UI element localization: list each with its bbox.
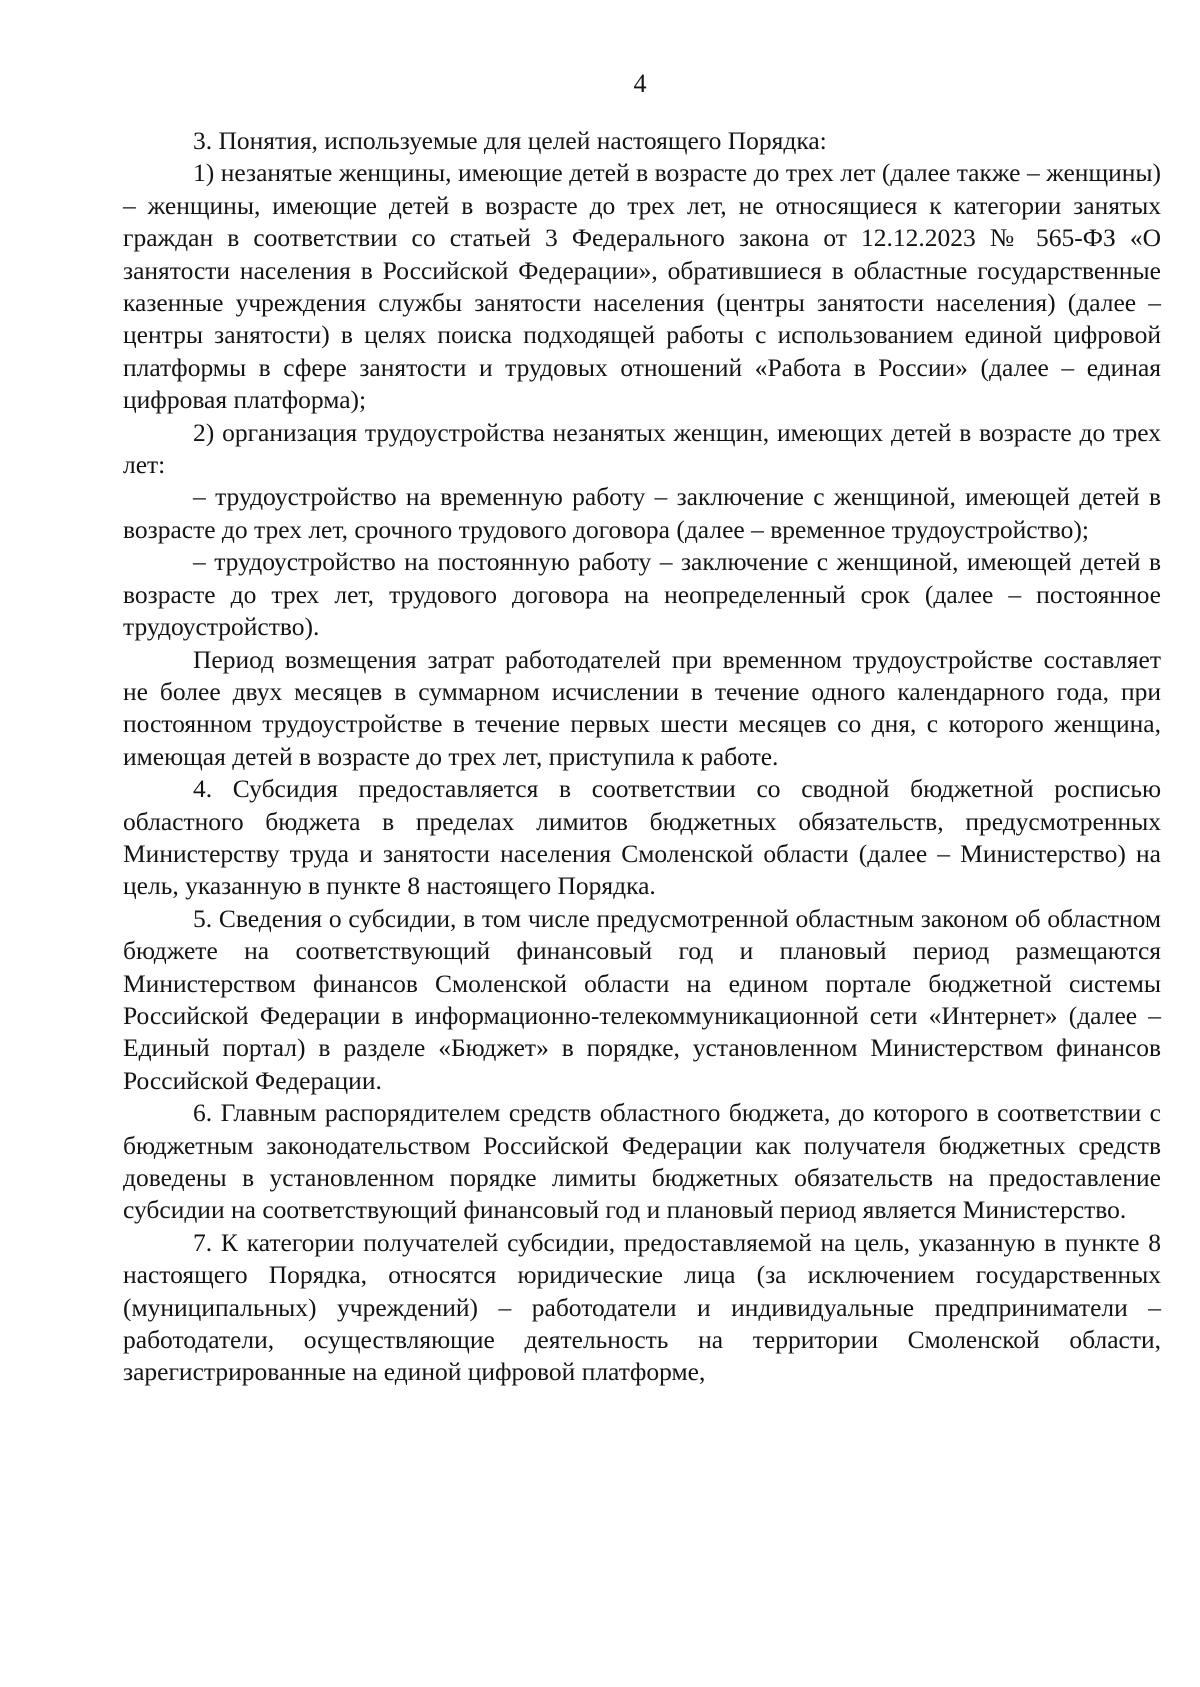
paragraph-5: 5. Сведения о субсидии, в том числе предусмотренной областным законом об областном бюджете на соответствующий финансовый год и плановый период размещаются Министерством финансов Смоленской области на едином портале бюджетной системы Российской Федерации в информационно-телекоммуникационной сети «Интернет» (далее – Единый портал) в разделе «Бюджет» в порядке, установленном Министерством финансов Российской Федерации. [123, 903, 1161, 1095]
paragraph-definition-2: 2) организация трудоустройства незанятых женщин, имеющих детей в возрасте до трех лет: [123, 417, 1161, 480]
paragraph-7: 7. К категории получателей субсидии, предоставляемой на цель, указанную в пункте 8 настоящего Порядка, относятся юридические лица (за исключением государственных (муниципальных) учреждений) – работодатели и индивидуальные предприниматели – работодатели, осуществляющие деятельность на территории Смоленской области, зарегистрированные на единой цифровой платформе, [123, 1227, 1161, 1387]
paragraph-definition-1: 1) незанятые женщины, имеющие детей в возрасте до трех лет (далее также – женщины) – женщины, имеющие детей в возрасте до трех лет, не относящиеся к категории занятых граждан в соответствии со статьей 3 Федерального закона от 12.12.2023 № 565-ФЗ «О занятости населения в Российской Федерации», обратившиеся в областные государственные казенные учреждения службы занятости населения (центры занятости населения) (далее – центры занятости) в целях поиска подходящей работы с использованием единой цифровой платформы в сфере занятости и трудовых отношений «Работа в России» (далее – единая цифровая платформа); [123, 158, 1161, 415]
paragraph-reimbursement-period: Период возмещения затрат работодателей при временном трудоустройстве составляет не более двух месяцев в суммарном исчислении в течение одного календарного года, при постоянном трудоустройстве в течение первых шести месяцев со дня, с которого женщина, имеющая детей в возрасте до трех лет, приступила к работе. [123, 644, 1161, 771]
paragraph-3-definitions: 3. Понятия, используемые для целей настоящего Порядка: [193, 126, 827, 155]
paragraph-permanent-employment: – трудоустройство на постоянную работу – заключение с женщиной, имеющей детей в возрасте до трех лет, трудового договора на неопределенный срок (далее – постоянное трудоустройство). [123, 547, 1161, 642]
page-number: 4 [633, 69, 647, 98]
paragraph-temporary-employment: – трудоустройство на временную работу – заключение с женщиной, имеющей детей в возрасте до трех лет, срочного трудового договора (далее – временное трудоустройство); [123, 482, 1161, 544]
paragraph-4: 4. Субсидия предоставляется в соответствии со сводной бюджетной росписью областного бюджета в пределах лимитов бюджетных обязательств, предусмотренных Министерству труда и занятости населения Смоленской области (далее – Министерство) на цель, указанную в пункте 8 настоящего Порядка. [123, 774, 1161, 901]
paragraph-6: 6. Главным распорядителем средств областного бюджета, до которого в соответствии с бюджетным законодательством Российской Федерации как получателя бюджетных средств доведены в установленном порядке лимиты бюджетных обязательств на предоставление субсидии на соответствующий финансовый год и плановый период является Министерство. [123, 1098, 1161, 1225]
document-body [123, 125, 1161, 1389]
